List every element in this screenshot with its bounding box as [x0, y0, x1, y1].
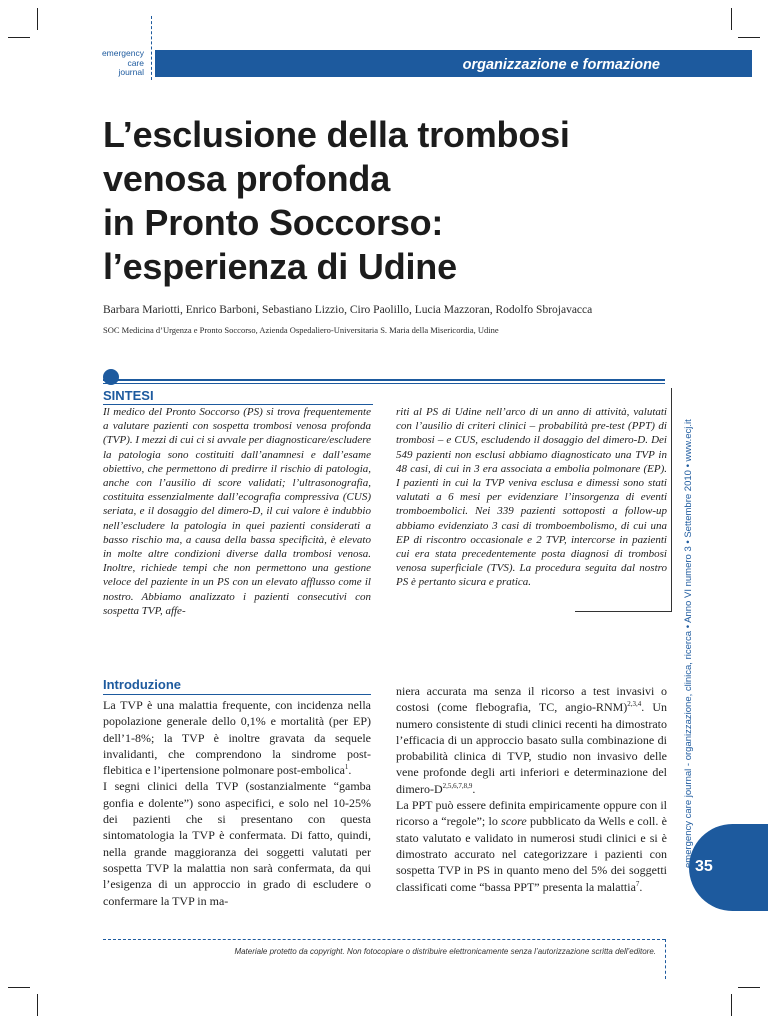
header-divider: [151, 16, 152, 80]
abstract-heading: SINTESI: [103, 388, 154, 403]
abstract-rule: [103, 379, 665, 381]
crop-mark: [8, 987, 30, 988]
title-line: in Pronto Soccorso:: [103, 202, 444, 243]
citation: 2,5,6,7,8,9: [442, 781, 473, 790]
footer-rule: [103, 939, 665, 940]
abstract-rule: [103, 383, 665, 384]
section-band: [155, 50, 752, 77]
crop-mark: [37, 8, 38, 30]
paragraph: niera accurata ma senza il ricorso a test invasivi o costosi (come flebografia, TC, angio-RNM)$^{2,3,4}$. Un numero consistente di studi clinici recenti ha dimostrato l’efficacia di un approccio basato sulla combinazione di probabilità clinica di TVP, studio non invasivo delle vene profonde degli arti inferiori e determinazione del dimero-$D^{2,5,6,7,8,9}$.: [396, 684, 668, 796]
citation: 2,3,4: [627, 700, 642, 709]
title-line: L’esclusione della trombosi: [103, 114, 570, 155]
paragraph: La TVP è una malattia frequente, con incidenza nella popolazione generale dello 0,1% e mortalità (per EP) dell’1-8%; la TVP è inoltre gravata da sequele invalidanti, che comprendono la sindrome post-flebitica e l’ipertensione polmonare post-embolica$^1$.: [103, 698, 371, 778]
crop-mark: [738, 37, 760, 38]
journal-logo-line: care: [127, 57, 144, 68]
crop-mark: [738, 987, 760, 988]
title-line: l’esperienza di Udine: [103, 246, 457, 287]
intro-heading: Introduzione: [103, 677, 181, 692]
article-title: [103, 113, 703, 289]
journal-sidebar-text: emergency care journal - organizzazione, clinica, ricerca • Anno VI numero 3 • Settembre 2010 • www.ecj.it: [683, 419, 694, 868]
abstract-column-1: Il medico del Pronto Soccorso (PS) si trova frequentemente a valutare pazienti con sospetta trombosi venosa profonda (TVP). I mezzi di cui ci si avvale per diagnosticare/escludere la patologia sono costituiti dall’anamnesi e dall’esame obiettivo, che permettono di predirre il rischio di patologia, anche con l’ausilio di score validati; l’ultrasonografia, costituita essenzialmente dall’ecografia compressiva (CUS) seriata, e il dosaggio del dimero-D, il cui valore è indubbio nell’escludere la patologia in quei pazienti considerati a basso rischio ma, a causa della bassa specificità, è elevato in molte altre condizioni diverse dalla trombosi venosa. Inoltre, richiede tempi che non permettono una gestione veloce del paziente in un PS con un elevato afflusso come il nostro. Abbiamo analizzato i pazienti consecutivi con sospetta TVP, affe-: [103, 406, 372, 617]
crop-mark: [731, 8, 732, 30]
paragraph: La PPT può essere definita empiricamente oppure con il ricorso a “regole”; lo score pubblicato da Wells e coll. è stato valutato e validato in numerosi studi clinici e si è dimostrato accurato nel categorizzare i pazienti con sospetta TVP in PS in quanto meno del 5% dei soggetti classificati come “bassa PPT” presenta la malattia$^7$.: [396, 798, 667, 894]
copyright-notice: Materiale protetto da copyright. Non fotocopiare o distribuire elettronicamente senza l’autorizzazione scritta dell’editore.: [234, 947, 656, 956]
body-column-1: [103, 697, 371, 909]
intro-heading-rule: [103, 694, 371, 695]
abstract-frame-line: [671, 388, 672, 612]
journal-logo-line: journal: [118, 67, 144, 77]
journal-logo-line: emergency: [101, 48, 144, 58]
citation: 1: [344, 763, 349, 772]
crop-mark: [37, 994, 38, 1016]
affiliation: SOC Medicina d’Urgenza e Pronto Soccorso, Azienda Ospedaliero-Universitaria S. Maria della Misericordia, Udine: [103, 325, 499, 335]
crop-mark: [8, 37, 30, 38]
abstract-frame-line: [575, 611, 672, 612]
journal-logo: [96, 49, 144, 78]
footer-divider: [665, 939, 666, 979]
page-number: 35: [695, 858, 713, 875]
abstract-column-2: riti al PS di Udine nell’arco di un anno di attività, valutati con l’ausilio di criteri clinici – probabilità pre-test (PPT) di trombosi – e CUS, escludendo il dosaggio del dimero-D. Dei 549 pazienti non esclusi abbiamo diagnosticato una TVP in 48 casi, di cui in 3 era associata a embolia polmonare (EP). I pazienti in cui la TVP veniva esclusa e dimessi sono stati valutati a 6 mesi per evidenziare l’insorgenza di eventi tromboembolici. Nei 339 pazienti sottoposti a follow-up abbiamo evidenziato 3 casi di tromboembolismo, di cui una EP di riscontro occasionale e 2 TVP, intercorse in pazienti cui era stata precedentemente posta diagnosi di trombosi venosa superficiale (TVS). La procedura seguita dal nostro PS è pertanto sicura e pratica.: [396, 406, 667, 589]
paragraph: I segni clinici della TVP (sostanzialmente “gamba gonfia e dolente”) sono aspecifici, e solo nel 10-25% dei pazienti che si presentano con questa sintomatologia la TVP è confermata. Di fatto, quindi, nella grande maggioranza dei soggetti valutati per sospetta TVP la malattia non sarà confermata, da qui l’esigenza di un approccio in grado di escludere o confermare la TVP in ma-: [103, 779, 371, 908]
crop-mark: [731, 994, 732, 1016]
citation: 7: [635, 879, 640, 888]
body-column-2: [396, 683, 667, 895]
authors: Barbara Mariotti, Enrico Barboni, Sebastiano Lizzio, Ciro Paolillo, Lucia Mazzoran, Rodolfo Sbrojavacca: [103, 304, 593, 316]
title-line: venosa profonda: [103, 158, 391, 199]
section-label: organizzazione e formazione: [462, 57, 660, 73]
